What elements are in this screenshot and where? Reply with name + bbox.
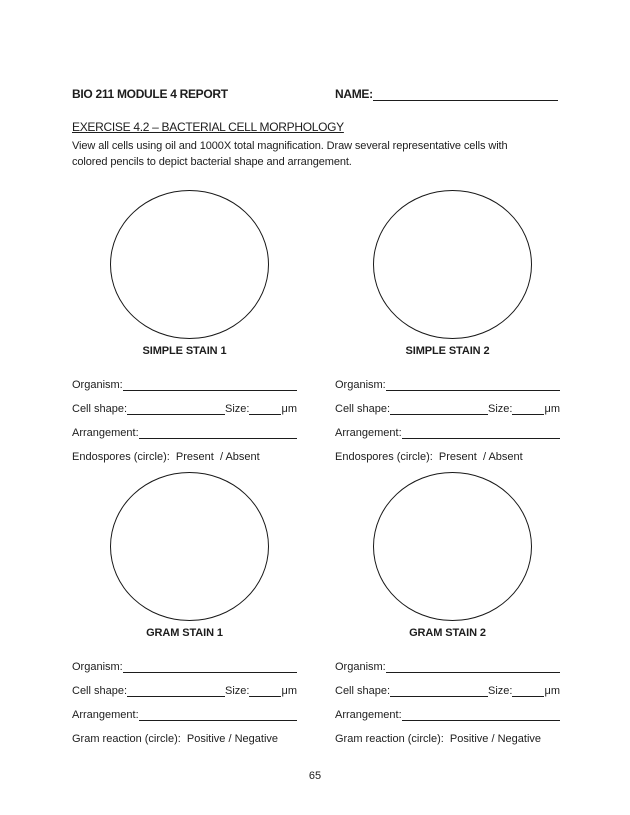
arrangement-blank-line (139, 424, 297, 439)
cell-shape-blank-line (127, 682, 225, 697)
arrangement-label: Arrangement: (335, 709, 402, 721)
organism-field-row (335, 373, 560, 391)
arrangement-label: Arrangement: (72, 427, 139, 439)
instructions-line-2: colored pencils to depict bacterial shape and arrangement. (72, 156, 352, 168)
panel-gram-stain-1 (72, 472, 297, 745)
drawing-circle (373, 190, 532, 339)
panel-title: GRAM STAIN 1 (146, 627, 223, 639)
size-blank-line (249, 682, 281, 697)
arrangement-blank-line (402, 706, 560, 721)
organism-blank-line (386, 376, 560, 391)
name-blank-line (373, 86, 558, 101)
size-label: Size: (225, 403, 250, 415)
organism-field-row (335, 655, 560, 673)
size-unit-label: μm (281, 403, 297, 415)
name-field (335, 86, 558, 101)
size-label: Size: (488, 685, 513, 697)
size-unit-label: μm (544, 685, 560, 697)
instructions-paragraph (72, 138, 572, 170)
organism-label: Organism: (335, 661, 386, 673)
organism-field-row (72, 373, 297, 391)
size-blank-line (249, 400, 281, 415)
size-label: Size: (488, 403, 513, 415)
size-blank-line (512, 400, 544, 415)
arrangement-label: Arrangement: (335, 427, 402, 439)
cell-shape-size-field-row (72, 679, 297, 697)
arrangement-label: Arrangement: (72, 709, 139, 721)
exercise-heading: EXERCISE 4.2 – BACTERIAL CELL MORPHOLOGY (72, 120, 344, 134)
cell-shape-blank-line (390, 682, 488, 697)
arrangement-field-row (72, 421, 297, 439)
cell-shape-blank-line (127, 400, 225, 415)
panel-simple-stain-1 (72, 190, 297, 463)
document-title: BIO 211 MODULE 4 REPORT (72, 87, 228, 101)
size-blank-line (512, 682, 544, 697)
arrangement-blank-line (402, 424, 560, 439)
organism-field-row (72, 655, 297, 673)
cell-shape-size-field-row (335, 397, 560, 415)
organism-label: Organism: (335, 379, 386, 391)
panel-title: GRAM STAIN 2 (409, 627, 486, 639)
panel-title: SIMPLE STAIN 2 (405, 345, 490, 357)
organism-blank-line (123, 376, 297, 391)
size-unit-label: μm (544, 403, 560, 415)
cell-shape-label: Cell shape: (72, 403, 128, 415)
size-label: Size: (225, 685, 250, 697)
organism-blank-line (123, 658, 297, 673)
cell-shape-label: Cell shape: (335, 403, 391, 415)
gram-reaction-choice-row: Gram reaction (circle): Positive / Negative (72, 733, 279, 745)
panel-gram-stain-2 (335, 472, 560, 745)
page-number: 65 (308, 770, 322, 782)
panel-fields (335, 655, 560, 745)
organism-label: Organism: (72, 661, 123, 673)
panel-title: SIMPLE STAIN 1 (142, 345, 227, 357)
instructions-line-1: View all cells using oil and 1000X total magnification. Draw several representative cells with (72, 140, 508, 152)
arrangement-blank-line (139, 706, 297, 721)
page-header (72, 86, 558, 101)
drawing-circle (373, 472, 532, 621)
panel-simple-stain-2 (335, 190, 560, 463)
cell-shape-size-field-row (72, 397, 297, 415)
drawing-circle (110, 190, 269, 339)
arrangement-field-row (335, 421, 560, 439)
drawing-circle (110, 472, 269, 621)
arrangement-field-row (72, 703, 297, 721)
cell-shape-label: Cell shape: (335, 685, 391, 697)
endospores-choice-row: Endospores (circle): Present / Absent (335, 451, 523, 463)
endospores-choice-row: Endospores (circle): Present / Absent (72, 451, 260, 463)
arrangement-field-row (335, 703, 560, 721)
name-label: NAME: (335, 87, 373, 101)
cell-shape-label: Cell shape: (72, 685, 128, 697)
organism-blank-line (386, 658, 560, 673)
gram-reaction-choice-row: Gram reaction (circle): Positive / Negative (335, 733, 542, 745)
size-unit-label: μm (281, 685, 297, 697)
panel-fields (335, 373, 560, 463)
cell-shape-size-field-row (335, 679, 560, 697)
panel-fields (72, 373, 297, 463)
panel-fields (72, 655, 297, 745)
organism-label: Organism: (72, 379, 123, 391)
cell-shape-blank-line (390, 400, 488, 415)
